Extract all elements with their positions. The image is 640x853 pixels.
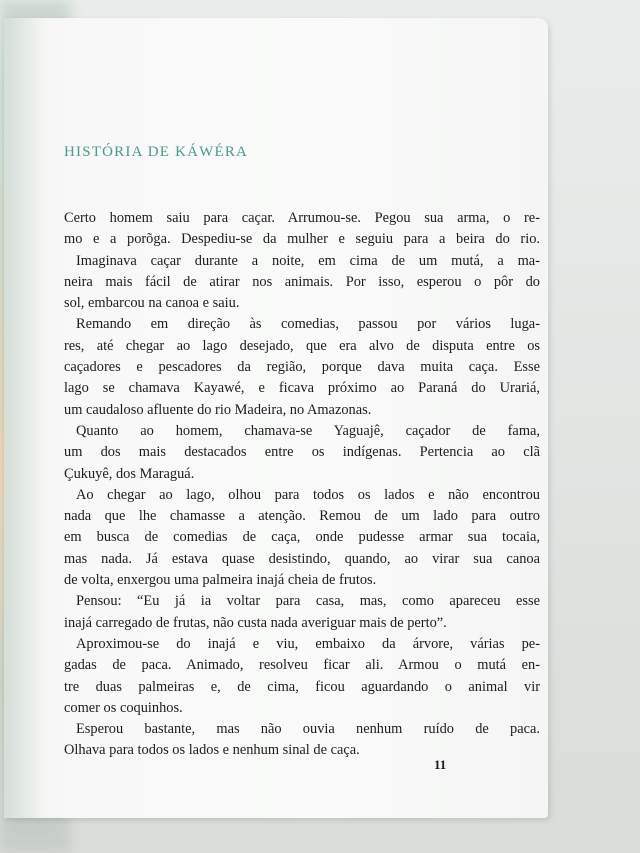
text-line: caçadores e pescadores da região, porque dava muita caça. Esse xyxy=(64,359,540,376)
text-line: um dos mais destacados entre os indígenas. Pertencia ao clã xyxy=(64,444,540,461)
text-line: neira mais fácil de atirar nos animais. Por isso, esperou o pôr do xyxy=(64,273,540,290)
text-line: Imaginava caçar durante a noite, em cima de um mutá, a ma- xyxy=(76,252,540,269)
page-gutter-shadow xyxy=(4,18,44,818)
text-line: lago se chamava Kayawé, e ficava próximo ao Paraná do Urariá, xyxy=(64,380,540,397)
text-line: Remando em direção às comedias, passou por vários luga- xyxy=(76,316,540,333)
text-line: em busca de comedias de caça, onde pudesse armar sua tocaia, xyxy=(64,529,540,546)
text-line: de volta, enxergou uma palmeira inajá cheia de frutos. xyxy=(64,572,377,589)
text-line: Quanto ao homem, chamava-se Yaguajê, caçador de fama, xyxy=(76,422,540,439)
text-line: res, até chegar ao lago desejado, que era alvo de disputa entre os xyxy=(64,337,540,354)
text-line: um caudaloso afluente do rio Madeira, no Amazonas. xyxy=(64,401,372,418)
text-line: Aproximou-se do inajá e viu, embaixo da árvore, várias pe- xyxy=(76,635,540,652)
chapter-title: HISTÓRIA DE KÁWÉRA xyxy=(64,144,249,160)
text-line: inajá carregado de frutas, não custa nada averiguar mais de perto”. xyxy=(64,614,447,631)
text-line: Olhava para todos os lados e nenhum sinal de caça. xyxy=(64,742,360,759)
text-line: nada que lhe chamasse a atenção. Remou de um lado para outro xyxy=(64,508,540,525)
text-line: mo e a porõga. Despediu-se da mulher e seguiu para a beira do rio. xyxy=(64,231,540,248)
body-text xyxy=(64,208,540,762)
text-line: Esperou bastante, mas não ouvia nenhum ruído de paca. xyxy=(76,721,540,738)
page-number: 11 xyxy=(434,757,447,772)
text-line: comer os coquinhos. xyxy=(64,699,183,716)
text-line: gadas de paca. Animado, resolveu ficar ali. Armou o mutá en- xyxy=(64,657,540,674)
text-line: Certo homem saiu para caçar. Arrumou-se. Pegou sua arma, o re- xyxy=(64,210,540,226)
text-line: tre duas palmeiras e, de cima, ficou aguardando o animal vir xyxy=(64,678,540,695)
text-line: Ao chegar ao lago, olhou para todos os lados e não encontrou xyxy=(76,486,540,503)
text-line: sol, embarcou na canoa e saiu. xyxy=(64,295,240,312)
text-line: mas nada. Já estava quase desistindo, quando, ao virar sua canoa xyxy=(64,550,540,567)
text-line: Çukuyê, dos Maraguá. xyxy=(64,465,195,482)
text-line: Pensou: “Eu já ia voltar para casa, mas, como apareceu esse xyxy=(76,593,540,610)
